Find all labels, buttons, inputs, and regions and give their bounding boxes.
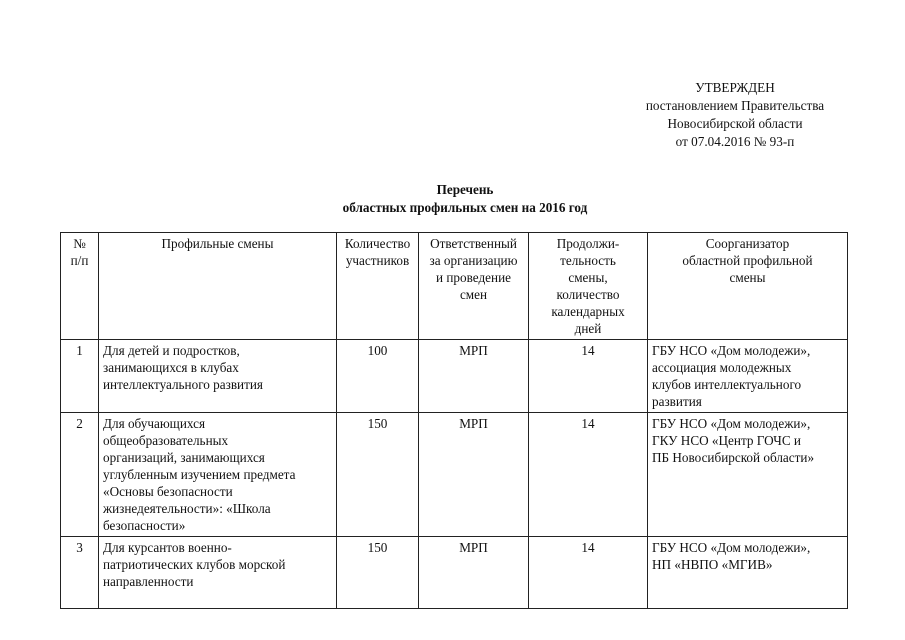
title-line-1: Перечень [436, 182, 494, 197]
row-responsible: МРП [419, 413, 529, 537]
approval-heading: УТВЕРЖДЕН [695, 80, 775, 95]
approval-date-number: от 07.04.2016 № 93-п [675, 134, 795, 149]
table-row [61, 413, 848, 537]
header-shift: Профильные смены [99, 233, 337, 340]
header-duration: Продолжи- тельность смены, количество календарных дней [529, 233, 648, 340]
title-line-2: областных профильных смен на 2016 год [342, 200, 588, 215]
document-title [300, 181, 630, 217]
header-number: № п/п [61, 233, 99, 340]
row-coorganizer: ГБУ НСО «Дом молодежи», ГКУ НСО «Центр ГОЧС и ПБ Новосибирской области» [648, 413, 848, 537]
row-duration: 14 [529, 413, 648, 537]
row-duration: 14 [529, 537, 648, 609]
row-participants: 150 [337, 413, 419, 537]
row-duration: 14 [529, 340, 648, 413]
row-number: 1 [61, 340, 99, 413]
row-number: 3 [61, 537, 99, 609]
shifts-table [60, 232, 848, 609]
row-number: 2 [61, 413, 99, 537]
row-coorganizer: ГБУ НСО «Дом молодежи», НП «НВПО «МГИВ» [648, 537, 848, 609]
row-responsible: МРП [419, 340, 529, 413]
row-shift: Для обучающихся общеобразовательных организаций, занимающихся углубленным изучением предмета «Основы безопасности жизнедеятельности»: «Школа безопасности» [99, 413, 337, 537]
row-participants: 150 [337, 537, 419, 609]
row-shift: Для курсантов военно- патриотических клубов морской направленности [99, 537, 337, 609]
approval-resolution: постановлением Правительства [645, 98, 825, 113]
approval-region: Новосибирской области [667, 116, 803, 131]
table-row [61, 537, 848, 609]
header-responsible: Ответственный за организацию и проведение смен [419, 233, 529, 340]
row-responsible: МРП [419, 537, 529, 609]
approval-stamp [628, 79, 842, 151]
table-header-row [61, 233, 848, 340]
row-coorganizer: ГБУ НСО «Дом молодежи», ассоциация молодежных клубов интеллектуального развития [648, 340, 848, 413]
header-coorganizer: Соорганизатор областной профильной смены [648, 233, 848, 340]
table-row [61, 340, 848, 413]
header-participants: Количество участников [337, 233, 419, 340]
row-participants: 100 [337, 340, 419, 413]
row-shift: Для детей и подростков, занимающихся в клубах интеллектуального развития [99, 340, 337, 413]
